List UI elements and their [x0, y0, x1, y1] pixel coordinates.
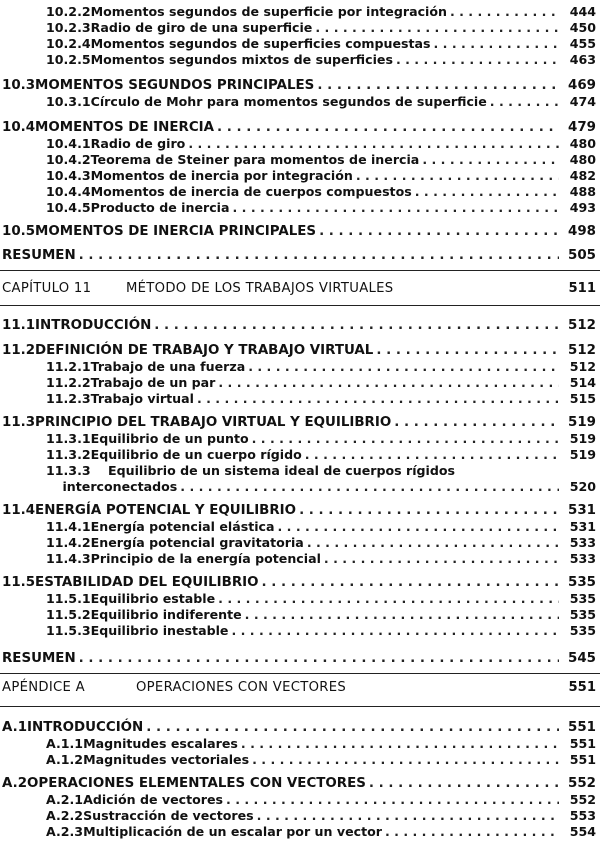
- entry-page: 553: [569, 808, 596, 823]
- toc-section-10-4[interactable]: [0, 120, 600, 136]
- toc-section-a-2[interactable]: [0, 776, 600, 792]
- section-page: 479: [568, 120, 596, 135]
- entry-title: Equilibrio indiferente: [90, 607, 242, 622]
- toc-entry[interactable]: [0, 535, 600, 551]
- leader-dots: [262, 575, 560, 591]
- leader-dots: [376, 343, 559, 359]
- entry-number: A.2.1: [46, 792, 84, 807]
- entry-page: 519: [569, 431, 596, 446]
- toc-section-11-5[interactable]: [0, 575, 600, 591]
- leader-dots: [319, 224, 559, 240]
- entry-number: A.1.2: [46, 752, 84, 767]
- chapter-label: CAPÍTULO 11: [2, 281, 92, 296]
- toc-entry[interactable]: [0, 824, 600, 840]
- section-page: 469: [568, 78, 596, 93]
- entry-page: 554: [569, 824, 596, 839]
- entry-title: Equilibrio de un cuerpo rígido: [90, 447, 302, 462]
- entry-number: 10.4.1: [46, 136, 91, 151]
- entry-page: 531: [569, 519, 596, 534]
- entry-title: Adición de vectores: [83, 792, 224, 807]
- entry-title: Momentos de inercia por integración: [90, 168, 353, 183]
- entry-page: 474: [569, 94, 596, 109]
- leader-dots: [307, 535, 559, 551]
- toc-entry[interactable]: [0, 168, 600, 184]
- leader-dots: [315, 20, 559, 36]
- entry-page: 551: [569, 736, 596, 751]
- entry-page: 533: [569, 551, 596, 566]
- section-page: 498: [568, 224, 596, 239]
- resumen-title: RESUMEN: [2, 651, 76, 666]
- appendix-title: OPERACIONES CON VECTORES: [136, 680, 347, 695]
- entry-page: 480: [569, 152, 596, 167]
- entry-title: Equilibrio de un punto: [90, 431, 249, 446]
- entry-page: 480: [569, 136, 596, 151]
- section-page: 535: [568, 575, 596, 590]
- toc-section-11-1[interactable]: [0, 318, 600, 334]
- toc-entry[interactable]: [0, 431, 600, 447]
- entry-number: 11.3.2: [46, 447, 91, 462]
- chapter-page: 511: [568, 281, 596, 296]
- entry-title: Momentos segundos de superficies compuestas: [90, 36, 431, 51]
- toc-section-11-2[interactable]: [0, 343, 600, 359]
- entry-number: A.2.3: [46, 824, 84, 839]
- entry-title: Teorema de Steiner para momentos de inercia: [90, 152, 420, 167]
- entry-page: 515: [569, 391, 596, 406]
- entry-page: 450: [569, 20, 596, 35]
- leader-dots: [248, 359, 559, 375]
- divider: [0, 270, 600, 271]
- entry-number: 11.4.3: [46, 551, 91, 566]
- chapter-title: MÉTODO DE LOS TRABAJOS VIRTUALES: [126, 281, 394, 296]
- leader-dots: [490, 94, 559, 110]
- toc-entry[interactable]: [0, 152, 600, 168]
- toc-entry[interactable]: [0, 623, 600, 639]
- leader-dots: [245, 607, 559, 623]
- entry-title: Sustracción de vectores: [83, 808, 254, 823]
- section-number: 10.4: [2, 120, 36, 135]
- entry-number: 11.3.1: [46, 431, 91, 446]
- section-title: MOMENTOS DE INERCIA PRINCIPALES: [35, 224, 317, 239]
- leader-dots: [324, 551, 559, 567]
- section-number: 10.5: [2, 224, 36, 239]
- entry-number: 10.2.3: [46, 20, 91, 35]
- toc-entry[interactable]: [0, 375, 600, 391]
- entry-page: 519: [569, 447, 596, 462]
- entry-page: 551: [569, 752, 596, 767]
- leader-dots: [226, 792, 559, 808]
- toc-entry[interactable]: [0, 607, 600, 623]
- entry-title: Radio de giro: [90, 136, 186, 151]
- toc-entry[interactable]: [0, 359, 600, 375]
- leader-dots: [180, 479, 559, 495]
- entry-number: 11.5.2: [46, 607, 91, 622]
- toc-entry[interactable]: [0, 136, 600, 152]
- section-page: 512: [568, 318, 596, 333]
- leader-dots: [278, 519, 560, 535]
- appendix-heading-a[interactable]: [0, 680, 600, 695]
- entry-title: Círculo de Mohr para momentos segundos de superficie: [90, 94, 487, 109]
- entry-page: 535: [569, 591, 596, 606]
- section-page: 551: [568, 720, 596, 735]
- toc-entry[interactable]: [0, 808, 600, 824]
- section-page: 552: [568, 776, 596, 791]
- toc-entry[interactable]: [0, 391, 600, 407]
- leader-dots: [154, 318, 559, 334]
- divider: [0, 673, 600, 674]
- leader-dots: [299, 503, 559, 519]
- entry-number: 11.2.3: [46, 391, 91, 406]
- toc-entry[interactable]: [0, 752, 600, 768]
- entry-title: Principio de la energía potencial: [90, 551, 321, 566]
- leader-dots: [218, 591, 559, 607]
- resumen-page: 545: [568, 651, 596, 666]
- section-title: ESTABILIDAD DEL EQUILIBRIO: [35, 575, 259, 590]
- section-title: DEFINICIÓN DE TRABAJO Y TRABAJO VIRTUAL: [35, 343, 374, 358]
- leader-dots: [252, 431, 559, 447]
- entry-number: 10.3.1: [46, 94, 91, 109]
- entry-number: 11.4.2: [46, 535, 91, 550]
- entry-title: Momentos de inercia de cuerpos compuestos: [90, 184, 412, 199]
- entry-title: Momentos segundos mixtos de superficies: [90, 52, 393, 67]
- section-title: MOMENTOS SEGUNDOS PRINCIPALES: [35, 78, 315, 93]
- leader-dots: [79, 248, 559, 264]
- toc-section-10-3[interactable]: [0, 78, 600, 94]
- divider: [0, 706, 600, 707]
- entry-title: Equilibrio de un sistema ideal de cuerpos rígidos: [108, 463, 456, 478]
- section-number: A.2: [2, 776, 28, 791]
- section-page: 512: [568, 343, 596, 358]
- leader-dots: [79, 651, 559, 667]
- section-number: 10.3: [2, 78, 36, 93]
- entry-title: Magnitudes escalares: [83, 736, 238, 751]
- appendix-page: 551: [568, 680, 596, 695]
- toc-section-11-4[interactable]: [0, 503, 600, 519]
- toc-resumen-10[interactable]: [0, 248, 600, 264]
- entry-page: 535: [569, 623, 596, 638]
- leader-dots: [317, 78, 559, 94]
- entry-number: 10.4.5: [46, 200, 91, 215]
- section-number: 11.5: [2, 575, 36, 590]
- toc-entry[interactable]: [0, 94, 600, 110]
- entry-number: 10.4.3: [46, 168, 91, 183]
- toc-entry-first-line[interactable]: [0, 463, 600, 479]
- resumen-title: RESUMEN: [2, 248, 76, 263]
- section-title: MOMENTOS DE INERCIA: [35, 120, 215, 135]
- entry-page: 493: [569, 200, 596, 215]
- entry-page: 535: [569, 607, 596, 622]
- leader-dots: [396, 52, 559, 68]
- leader-dots: [394, 415, 559, 431]
- section-title: OPERACIONES ELEMENTALES CON VECTORES: [27, 776, 366, 791]
- entry-title: Trabajo de una fuerza: [90, 359, 246, 374]
- chapter-heading-11[interactable]: [0, 281, 600, 296]
- entry-page: 552: [569, 792, 596, 807]
- leader-dots: [232, 200, 559, 216]
- section-page: 519: [568, 415, 596, 430]
- section-number: 11.1: [2, 318, 36, 333]
- section-number: A.1: [2, 720, 28, 735]
- entry-title: Equilibrio estable: [90, 591, 216, 606]
- entry-title-continued: interconectados: [62, 479, 178, 494]
- section-title: INTRODUCCIÓN: [35, 318, 152, 333]
- entry-number: 10.2.4: [46, 36, 91, 51]
- section-page: 531: [568, 503, 596, 518]
- entry-page: 455: [569, 36, 596, 51]
- entry-number: 10.4.4: [46, 184, 91, 199]
- toc-section-10-5[interactable]: [0, 224, 600, 240]
- toc-entry[interactable]: [0, 20, 600, 36]
- leader-dots: [356, 168, 559, 184]
- entry-title: Producto de inercia: [90, 200, 230, 215]
- entry-number: 11.3.3: [46, 463, 91, 478]
- leader-dots: [252, 752, 559, 768]
- toc-entry[interactable]: [0, 200, 600, 216]
- entry-page: 488: [569, 184, 596, 199]
- leader-dots: [217, 120, 559, 136]
- leader-dots: [257, 808, 559, 824]
- entry-number: 11.4.1: [46, 519, 91, 534]
- toc-entry[interactable]: [0, 551, 600, 567]
- leader-dots: [450, 4, 559, 20]
- entry-number: A.1.1: [46, 736, 84, 751]
- entry-page: 463: [569, 52, 596, 67]
- entry-number: 10.4.2: [46, 152, 91, 167]
- entry-title: Multiplicación de un escalar por un vector: [83, 824, 382, 839]
- toc-entry[interactable]: [0, 736, 600, 752]
- toc-entry[interactable]: [0, 36, 600, 52]
- entry-number: 11.2.2: [46, 375, 91, 390]
- leader-dots: [197, 391, 559, 407]
- section-title: PRINCIPIO DEL TRABAJO VIRTUAL Y EQUILIBRIO: [35, 415, 392, 430]
- leader-dots: [188, 136, 559, 152]
- toc-section-a-1[interactable]: [0, 720, 600, 736]
- resumen-page: 505: [568, 248, 596, 263]
- leader-dots: [422, 152, 559, 168]
- section-number: 11.3: [2, 415, 36, 430]
- entry-page: 512: [569, 359, 596, 374]
- toc-entry[interactable]: [0, 184, 600, 200]
- leader-dots: [415, 184, 559, 200]
- divider: [0, 305, 600, 306]
- toc-section-11-3[interactable]: [0, 415, 600, 431]
- entry-number: 11.5.3: [46, 623, 91, 638]
- entry-title: Equilibrio inestable: [90, 623, 229, 638]
- entry-title: Radio de giro de una superficie: [90, 20, 313, 35]
- entry-title: Trabajo virtual: [90, 391, 194, 406]
- entry-title: Energía potencial elástica: [90, 519, 275, 534]
- toc-entry[interactable]: [0, 792, 600, 808]
- entry-page: 482: [569, 168, 596, 183]
- entry-title: Momentos segundos de superficie por integración: [90, 4, 447, 19]
- appendix-label: APÉNDICE A: [2, 680, 85, 695]
- entry-page: 444: [569, 4, 596, 19]
- section-title: INTRODUCCIÓN: [27, 720, 144, 735]
- entry-number: 10.2.5: [46, 52, 91, 67]
- toc-entry[interactable]: [0, 591, 600, 607]
- leader-dots: [146, 720, 559, 736]
- toc-entry[interactable]: [0, 519, 600, 535]
- entry-page: 520: [569, 479, 596, 494]
- toc-resumen-11[interactable]: [0, 651, 600, 667]
- entry-page: 533: [569, 535, 596, 550]
- toc-entry-second-line[interactable]: [0, 479, 600, 495]
- toc-entry[interactable]: [0, 52, 600, 68]
- leader-dots: [369, 776, 559, 792]
- toc-entry[interactable]: [0, 4, 600, 20]
- entry-number: 10.2.2: [46, 4, 91, 19]
- toc-entry[interactable]: [0, 447, 600, 463]
- entry-page: 514: [569, 375, 596, 390]
- section-number: 11.4: [2, 503, 36, 518]
- section-title: ENERGÍA POTENCIAL Y EQUILIBRIO: [35, 503, 297, 518]
- entry-number: A.2.2: [46, 808, 84, 823]
- leader-dots: [305, 447, 559, 463]
- leader-dots: [231, 623, 559, 639]
- leader-dots: [241, 736, 559, 752]
- entry-title: Trabajo de un par: [90, 375, 216, 390]
- entry-number: 11.5.1: [46, 591, 91, 606]
- section-number: 11.2: [2, 343, 36, 358]
- leader-dots: [385, 824, 559, 840]
- leader-dots: [218, 375, 559, 391]
- entry-title: Magnitudes vectoriales: [83, 752, 250, 767]
- entry-number: 11.2.1: [46, 359, 91, 374]
- leader-dots: [434, 36, 559, 52]
- entry-title: Energía potencial gravitatoria: [90, 535, 304, 550]
